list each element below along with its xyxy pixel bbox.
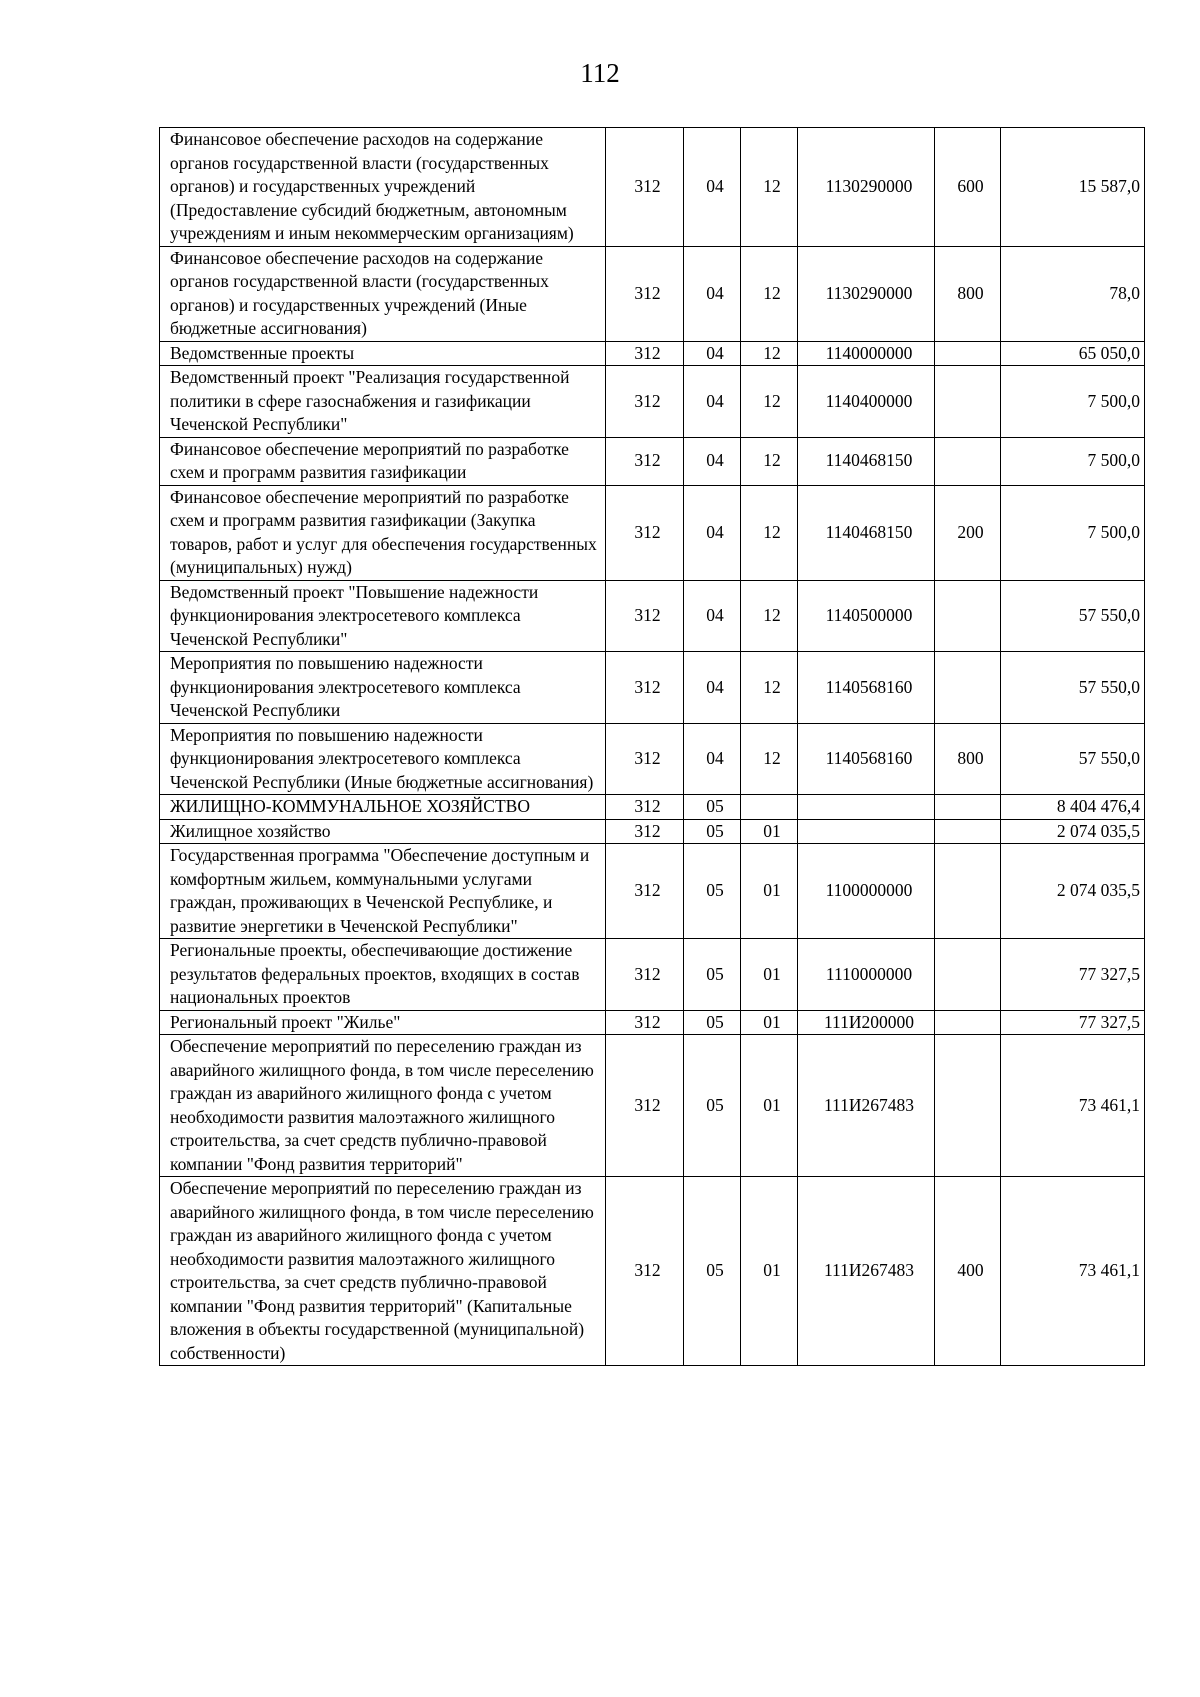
expense-type-code [935,341,1001,366]
section-code: 04 [684,723,741,795]
amount: 2 074 035,5 [1001,819,1145,844]
expense-type-code [935,652,1001,724]
ved-code: 312 [606,819,684,844]
row-name: Финансовое обеспечение расходов на содержание органов государственной власти (государственных органов) и государственных учреждений (Предоставление субсидий бюджетным, автономным учреждениям и иным некоммерческим организациям) [160,128,606,247]
ved-code: 312 [606,485,684,580]
target-article-code: 1140468150 [798,485,935,580]
target-article-code: 1100000000 [798,844,935,939]
amount: 15 587,0 [1001,128,1145,247]
target-article-code: 1140000000 [798,341,935,366]
ved-code: 312 [606,939,684,1011]
table-row [160,128,1145,247]
expense-type-code: 600 [935,128,1001,247]
row-name: Региональные проекты, обеспечивающие достижение результатов федеральных проектов, входящих в состав национальных проектов [160,939,606,1011]
row-name: Финансовое обеспечение мероприятий по разработке схем и программ развития газификации [160,437,606,485]
amount: 73 461,1 [1001,1177,1145,1366]
table-row [160,939,1145,1011]
table-row [160,1177,1145,1366]
ved-code: 312 [606,1177,684,1366]
amount: 57 550,0 [1001,580,1145,652]
target-article-code: 1140500000 [798,580,935,652]
amount: 57 550,0 [1001,723,1145,795]
row-name: Мероприятия по повышению надежности функционирования электросетевого комплекса Чеченской Республики (Иные бюджетные ассигнования) [160,723,606,795]
section-code: 04 [684,580,741,652]
amount: 8 404 476,4 [1001,795,1145,820]
table-row [160,366,1145,438]
section-code: 04 [684,437,741,485]
ved-code: 312 [606,723,684,795]
amount: 78,0 [1001,246,1145,341]
table-row [160,341,1145,366]
table-row [160,580,1145,652]
row-name: Обеспечение мероприятий по переселению граждан из аварийного жилищного фонда, в том числе переселению граждан из аварийного жилищного фонда с учетом необходимости развития малоэтажного жилищного строительства, за счет средств публично-правовой компании "Фонд развития территорий" [160,1035,606,1177]
amount: 2 074 035,5 [1001,844,1145,939]
row-name: ЖИЛИЩНО-КОММУНАЛЬНОЕ ХОЗЯЙСТВО [160,795,606,820]
budget-table [159,127,1145,1366]
subsection-code: 01 [741,844,798,939]
subsection-code: 01 [741,1010,798,1035]
table-row [160,1035,1145,1177]
section-code: 05 [684,1035,741,1177]
row-name: Государственная программа "Обеспечение доступным и комфортным жильем, коммунальными услугами граждан, проживающих в Чеченской Республике, и развитие энергетики в Чеченской Республики" [160,844,606,939]
section-code: 04 [684,485,741,580]
target-article-code: 1140468150 [798,437,935,485]
amount: 57 550,0 [1001,652,1145,724]
subsection-code: 12 [741,652,798,724]
expense-type-code [935,437,1001,485]
ved-code: 312 [606,1035,684,1177]
row-name: Финансовое обеспечение мероприятий по разработке схем и программ развития газификации (Закупка товаров, работ и услуг для обеспечения государственных (муниципальных) нужд) [160,485,606,580]
subsection-code: 01 [741,1035,798,1177]
amount: 7 500,0 [1001,366,1145,438]
row-name: Региональный проект "Жилье" [160,1010,606,1035]
amount: 7 500,0 [1001,485,1145,580]
ved-code: 312 [606,652,684,724]
subsection-code: 01 [741,939,798,1011]
table-row [160,819,1145,844]
table-row [160,485,1145,580]
section-code: 04 [684,652,741,724]
target-article-code [798,795,935,820]
ved-code: 312 [606,366,684,438]
target-article-code: 1140568160 [798,723,935,795]
subsection-code: 12 [741,485,798,580]
subsection-code: 12 [741,437,798,485]
subsection-code: 12 [741,246,798,341]
target-article-code: 111И200000 [798,1010,935,1035]
subsection-code: 12 [741,366,798,438]
subsection-code: 01 [741,1177,798,1366]
row-name: Ведомственные проекты [160,341,606,366]
target-article-code [798,819,935,844]
section-code: 05 [684,844,741,939]
row-name: Обеспечение мероприятий по переселению граждан из аварийного жилищного фонда, в том числе переселению граждан из аварийного жилищного фонда с учетом необходимости развития малоэтажного жилищного строительства, за счет средств публично-правовой компании "Фонд развития территорий" (Капитальные вложения в объекты государственной (муниципальной) собственности) [160,1177,606,1366]
row-name: Ведомственный проект "Повышение надежности функционирования электросетевого комплекса Чеченской Республики" [160,580,606,652]
ved-code: 312 [606,1010,684,1035]
table-row [160,1010,1145,1035]
subsection-code: 12 [741,723,798,795]
expense-type-code [935,580,1001,652]
subsection-code: 12 [741,128,798,247]
target-article-code: 1140400000 [798,366,935,438]
amount: 77 327,5 [1001,1010,1145,1035]
ved-code: 312 [606,437,684,485]
amount: 77 327,5 [1001,939,1145,1011]
expense-type-code [935,939,1001,1011]
table-row [160,246,1145,341]
subsection-code: 12 [741,341,798,366]
expense-type-code: 400 [935,1177,1001,1366]
expense-type-code [935,1010,1001,1035]
ved-code: 312 [606,341,684,366]
target-article-code: 111И267483 [798,1035,935,1177]
ved-code: 312 [606,795,684,820]
subsection-code: 01 [741,819,798,844]
expense-type-code: 800 [935,723,1001,795]
expense-type-code [935,844,1001,939]
amount: 7 500,0 [1001,437,1145,485]
table-row [160,844,1145,939]
table-row [160,437,1145,485]
subsection-code [741,795,798,820]
expense-type-code [935,819,1001,844]
table-row [160,723,1145,795]
section-code: 05 [684,1010,741,1035]
section-code: 05 [684,795,741,820]
target-article-code: 1130290000 [798,128,935,247]
ved-code: 312 [606,246,684,341]
expense-type-code [935,795,1001,820]
row-name: Финансовое обеспечение расходов на содержание органов государственной власти (государственных органов) и государственных учреждений (Иные бюджетные ассигнования) [160,246,606,341]
section-code: 04 [684,128,741,247]
expense-type-code [935,366,1001,438]
section-code: 04 [684,246,741,341]
section-code: 04 [684,366,741,438]
section-code: 04 [684,341,741,366]
page-number: 112 [580,58,620,88]
row-name: Мероприятия по повышению надежности функционирования электросетевого комплекса Чеченской Республики [160,652,606,724]
section-code: 05 [684,1177,741,1366]
expense-type-code: 800 [935,246,1001,341]
amount: 65 050,0 [1001,341,1145,366]
section-code: 05 [684,939,741,1011]
target-article-code: 1140568160 [798,652,935,724]
subsection-code: 12 [741,580,798,652]
table-row [160,652,1145,724]
ved-code: 312 [606,844,684,939]
ved-code: 312 [606,580,684,652]
amount: 73 461,1 [1001,1035,1145,1177]
target-article-code: 1110000000 [798,939,935,1011]
expense-type-code: 200 [935,485,1001,580]
ved-code: 312 [606,128,684,247]
target-article-code: 111И267483 [798,1177,935,1366]
expense-type-code [935,1035,1001,1177]
table-row [160,795,1145,820]
row-name: Ведомственный проект "Реализация государственной политики в сфере газоснабжения и газификации Чеченской Республики" [160,366,606,438]
section-code: 05 [684,819,741,844]
target-article-code: 1130290000 [798,246,935,341]
row-name: Жилищное хозяйство [160,819,606,844]
